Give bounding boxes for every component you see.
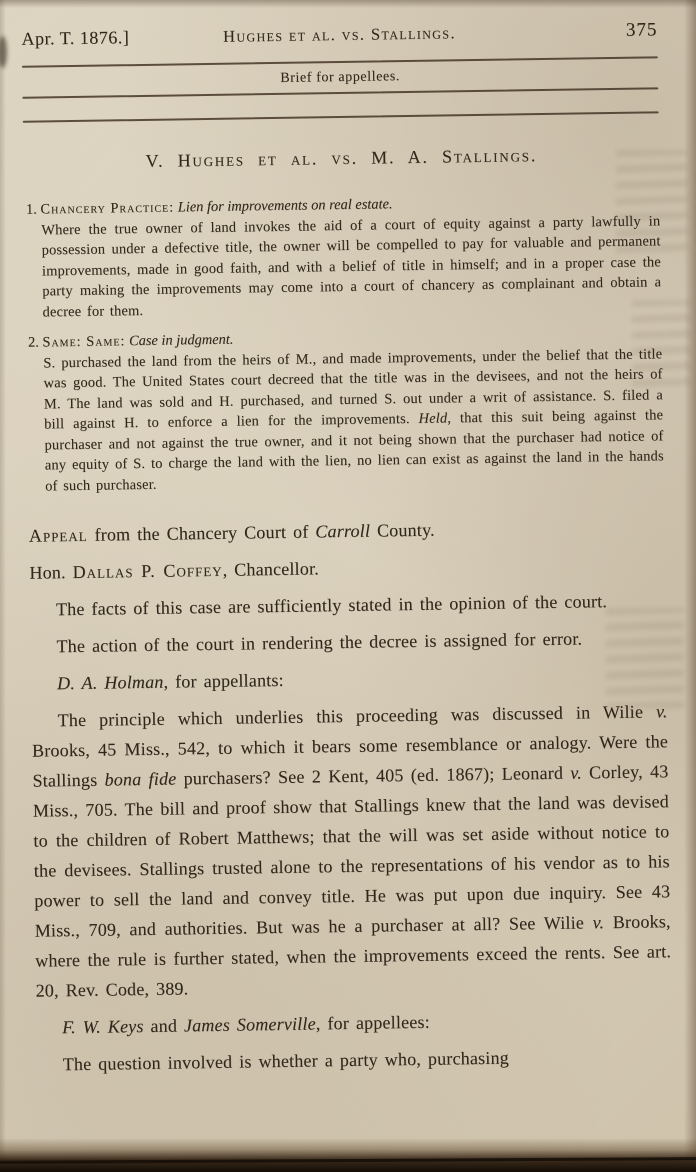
page-top-edge-shadow bbox=[0, 0, 696, 8]
case-report-body bbox=[29, 511, 673, 1079]
headnote-2-lead: 2. Same: Same: Case in judgment. bbox=[27, 331, 234, 351]
appellants-counsel-line: D. A. Holman, for appellants: bbox=[56, 669, 284, 694]
headnote-1-lead: 1. Chancery Practice: Lien for improvements on real estate. bbox=[25, 196, 393, 218]
chancellor-line: Hon. Dallas P. Coffey, Chancellor. bbox=[29, 558, 320, 583]
headnote-1-body: Where the true owner of land invokes the aid of a court of equity against a party lawfully in possession under a defective title, the owner will be compelled to pay for valuable and permanent improvements, made in good faith, and with a belief of title in himself; and in a proper case the party making the improvements may come into a court of chancery as complainant and obtain a decree for them. bbox=[41, 212, 662, 320]
case-title: V. Hughes et al. vs. M. A. Stallings. bbox=[145, 145, 538, 171]
running-head: Brief for appellees. bbox=[280, 69, 401, 86]
page-number: 375 bbox=[625, 19, 658, 41]
appellees-argument-opening: The question involved is whether a party who, purchasing bbox=[62, 1047, 510, 1075]
appellees-counsel-line: F. W. Keys and James Somerville, for appellees: bbox=[62, 1011, 431, 1038]
section-rule bbox=[23, 111, 659, 122]
headnotes bbox=[24, 190, 664, 496]
error-paragraph: The action of the court in rendering the decree is assigned for error. bbox=[56, 628, 583, 657]
appellants-argument: The principle which underlies this proceeding was discussed in Wilie v. Brooks, 45 Miss., 542, to which it bears some resemblance or analogy. Were the Stallings bona fide purchasers? See 2 Kent, 405 (ed. 1867); Leonard v. Corley, 43 Miss., 705. The bill and proof show that Stallings knew that the land was devised to the children of Robert Matthews; that the will was set aside without notice to the devisees. Stallings trusted alone to the representations of his vendor as to his power to sell the land and convey title. He was put upon due inquiry. See 43 Miss., 709, and authorities. But was he a purchaser at all? See Wilie v. Brooks, where the rule is further stated, when the improvements exceed the rents. See art. 20, Rev. Code, 389. bbox=[31, 701, 672, 1001]
page-content bbox=[21, 19, 673, 1079]
facts-paragraph: The facts of this case are sufficiently stated in the opinion of the court. bbox=[55, 591, 608, 620]
page-header bbox=[21, 19, 657, 50]
page-left-edge-shadow bbox=[0, 0, 6, 1172]
headnote-1 bbox=[24, 190, 662, 322]
headnote-2 bbox=[26, 323, 664, 496]
appeal-line: Appeal from the Chancery Court of Carroll County. bbox=[28, 519, 435, 546]
page-right-edge-shadow bbox=[684, 0, 696, 1172]
headnote-2-body: S. purchased the land from the heirs of M., and made improvements, under the belief that the title was good. The United States court decreed that the title was in the devisees, and not the heirs of M. The land was sold and H. purchased, and turned S. out under a writ of assistance. S. filed a bill against H. to enforce a lien for the improvements. Held, that this suit being against the purchaser and not against the true owner, and it not being shown that the purchaser had notice of any equity of S. to charge the land with the lien, no lien can exist as against the land in the hands of such purchaser. bbox=[43, 345, 664, 494]
running-case-title: Hughes et al. vs. Stallings. bbox=[222, 23, 457, 46]
term-date: Apr. T. 1876.] bbox=[21, 27, 130, 49]
page-bottom-edge bbox=[0, 1138, 696, 1172]
